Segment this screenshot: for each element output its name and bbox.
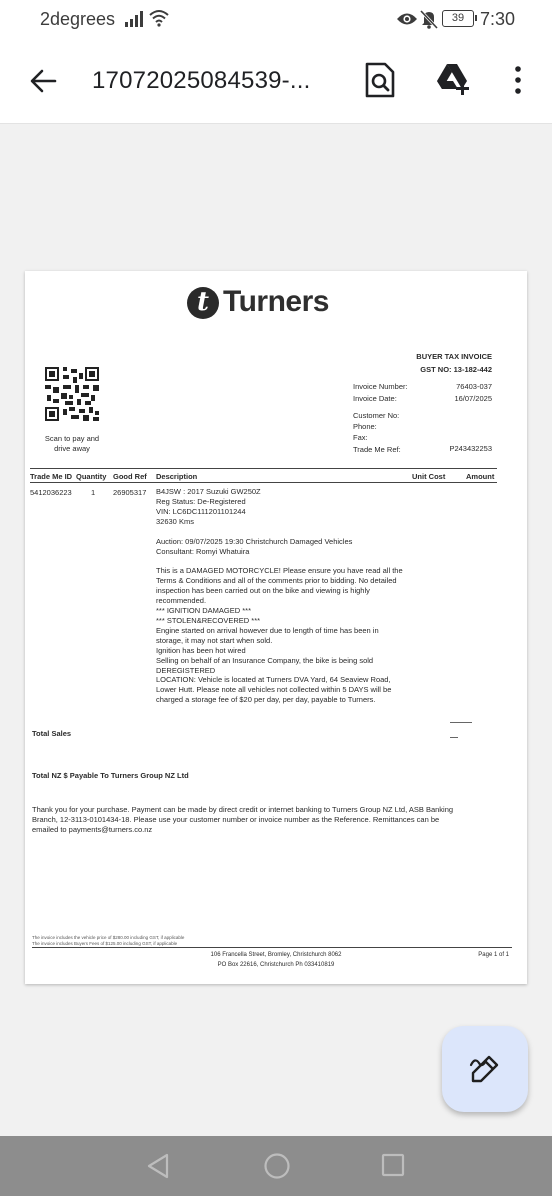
nav-recents-icon[interactable] [381, 1153, 405, 1177]
more-options-icon[interactable] [508, 64, 528, 96]
document-page[interactable] [25, 271, 527, 984]
redaction-line [450, 722, 472, 723]
invoice-number-value: 76403-037 [456, 382, 492, 391]
nav-back-icon[interactable] [145, 1152, 171, 1180]
clock: 7:30 [480, 9, 516, 29]
notifications-off-icon [420, 9, 438, 29]
eye-icon [396, 11, 418, 27]
row-good-ref: 26905317 [113, 488, 147, 497]
turners-logo [187, 285, 347, 321]
col-trade-me-id: Trade Me ID [30, 472, 73, 481]
invoice-number-label: Invoice Number: [353, 382, 408, 391]
invoice-date-label: Invoice Date: [353, 394, 397, 403]
col-unit-cost: Unit Cost [412, 472, 446, 481]
app-bar [0, 40, 552, 124]
fine-print-buyer-fees: The invoice includes Buyers Fees of $125.00 including GST, if applicable [32, 941, 178, 946]
footer-rule [32, 947, 512, 948]
page-number: Page 1 of 1 [478, 952, 509, 958]
phone-label: Phone: [353, 422, 377, 431]
total-sales-label: Total Sales [32, 729, 72, 738]
status-bar [0, 0, 552, 40]
carrier-name: 2degrees [40, 9, 116, 29]
trade-me-ref-value: P243432253 [449, 444, 492, 453]
pen-edit-icon [469, 1053, 501, 1085]
table-top-rule [30, 468, 497, 469]
qr-code [45, 367, 99, 421]
fine-print-vehicle-price: The invoice includes the vehicle price of $280.00 including GST, if applicable [32, 935, 185, 940]
nav-home-icon[interactable] [263, 1152, 291, 1180]
footer-po-box: PO Box 22616, Christchurch Ph 033410819 [217, 962, 335, 968]
col-good-ref: Good Ref [113, 472, 147, 481]
redaction-line [450, 737, 458, 738]
auction-details: Auction: 09/07/2025 19:30 Christchurch Damaged Vehicles Consultant: Romyi Whatuira [156, 536, 353, 556]
trade-me-ref-label: Trade Me Ref: [353, 445, 401, 454]
gst-number: GST NO: 13-182-442 [420, 365, 492, 374]
brand-name: Turners [223, 285, 329, 318]
annotate-button[interactable] [442, 1026, 528, 1112]
row-quantity: 1 [91, 488, 96, 497]
document-title: BUYER TAX INVOICE [416, 352, 492, 361]
total-payable-label: Total NZ $ Payable To Turners Group NZ Ltd [32, 771, 189, 780]
wifi-icon [148, 9, 170, 27]
footer-address: 106 Francella Street, Bromley, Christchurch 8062 [210, 952, 342, 958]
add-to-drive-icon[interactable] [436, 62, 472, 96]
back-arrow-icon[interactable] [28, 66, 58, 96]
system-nav-bar [0, 1136, 552, 1196]
customer-no-label: Customer No: [353, 411, 400, 420]
row-trade-me-id: 5412036223 [30, 488, 72, 497]
col-amount: Amount [466, 472, 495, 481]
fax-label: Fax: [353, 433, 368, 442]
battery-icon: 39 [442, 10, 474, 27]
search-in-document-icon[interactable] [364, 62, 396, 98]
table-header-rule [30, 482, 497, 483]
col-description: Description [156, 472, 198, 481]
payment-instructions: Thank you for your purchase. Payment can be made by direct credit or internet banking to Turners Group NZ Ltd, ASB Banking Branch, 12-3113-0101434-18. Please use your customer number or invoice number as the Reference. Remittances can be emailed to payments@turners.co.nz [32, 805, 454, 834]
col-quantity: Quantity [76, 472, 107, 481]
vehicle-notes: This is a DAMAGED MOTORCYCLE! Please ensure you have read all the Terms & Conditions and all of the comments prior to bidding. No detailed inspection has been carried out on the bike and viewing is highly recommended. *** IGNITION DAMAGED *** *** STOLEN&RECOVERED *** Engine started on arrival however due to length of time has been in storage, it may not start when sold. Ignition has been hot wired Selling on behalf of an Insurance Company, the bike is being sold DEREGISTERED LOCATION: Vehicle is located at Turners DVA Yard, 64 Seaview Road, Lower Hutt. Please note all vehicles not collected within 5 DAYS will be charged a storage fee of $20 per day, per day, payable to Turners. [156, 566, 403, 705]
scan-to-pay-text: Scan to pay and drive away [44, 434, 100, 453]
file-title: 17072025084539-... [92, 67, 311, 94]
vehicle-details: B4JSW : 2017 Suzuki GW250Z Reg Status: De-Registered VIN: LC6DC111201101244 32630 Kms [156, 487, 261, 526]
invoice-date-value: 16/07/2025 [454, 394, 492, 403]
turners-logo-icon: t [187, 287, 219, 319]
signal-icon [124, 10, 146, 28]
item-description [156, 487, 406, 705]
